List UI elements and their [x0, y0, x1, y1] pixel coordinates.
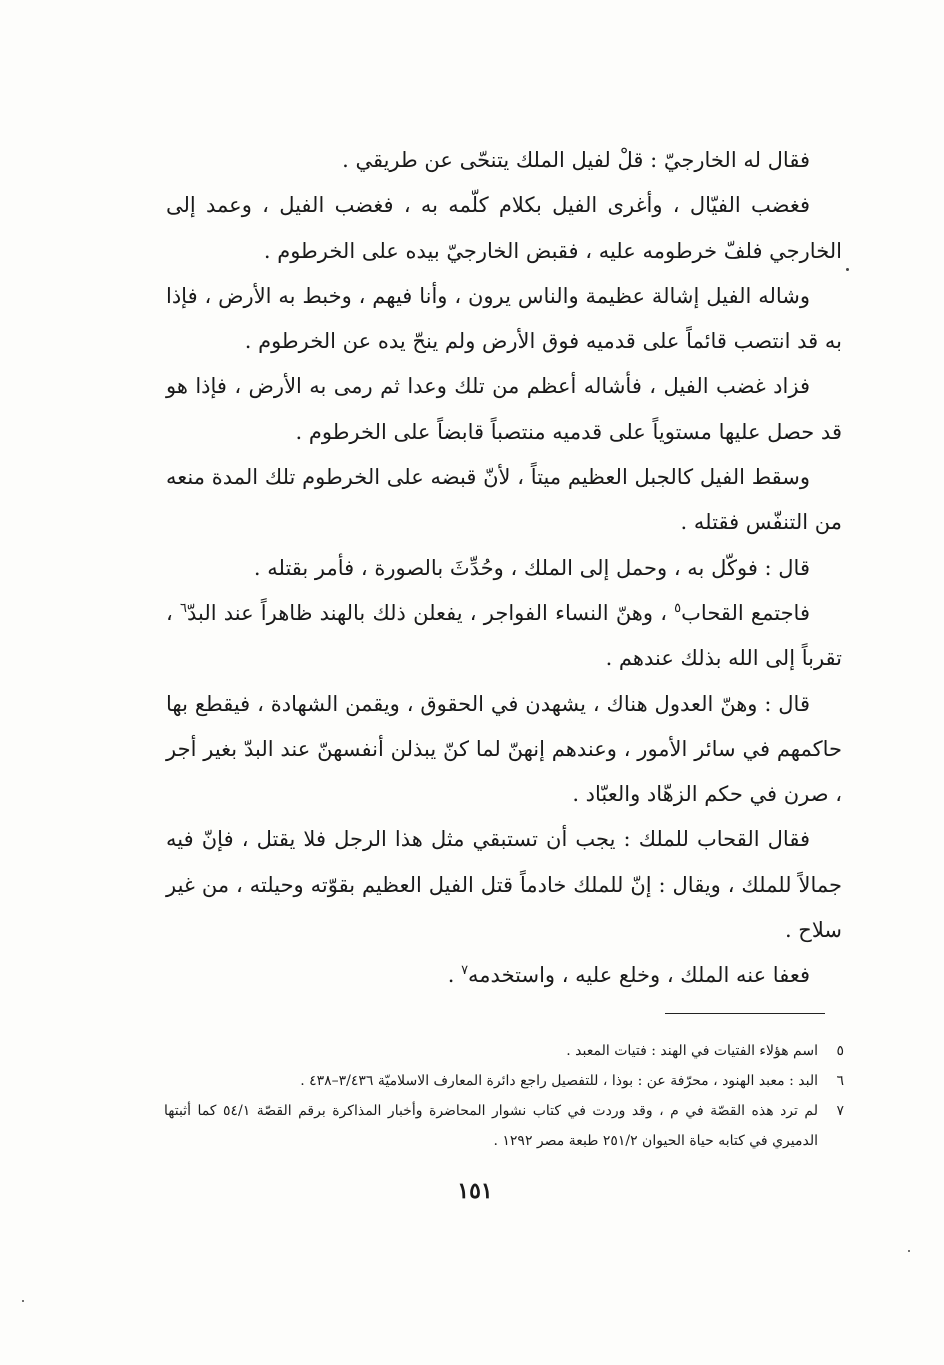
footnote-text: لم ترد هذه القصّة في م ، وقد وردت في كتاب نشوار المحاضرة وأخبار المذاكرة برقم القصّة ٥٤/١ كما أثبتها الدميري في كتابه حياة الحيوان ٢٥١/٢ طبعة مصر ١٢٩٢ .: [164, 1103, 818, 1149]
paragraph-1: [166, 138, 842, 183]
footnote-text: اسم هؤلاء الفتيات في الهند : فتيات المعبد .: [566, 1043, 818, 1059]
paragraph-text: ، وهنّ النساء الفواجر ، يفعلن ذلك بالهند ظاهراً عند البدّ: [186, 600, 675, 625]
paragraph-text: قال : وهنّ العدول هناك ، يشهدن في الحقوق ، ويقمن الشهادة ، فيقطع بها حاكمهم في سائر الأمور ، وعندهم إنهنّ لما كنّ يبذلن أنفسهنّ عند البدّ بغير أجر ، صرن في حكم الزهّاد والعبّاد .: [166, 691, 842, 807]
footnote-separator: [665, 1013, 825, 1014]
footnote-number: ٦: [836, 1073, 844, 1089]
paragraph-text: وسقط الفيل كالجبل العظيم ميتاً ، لأنّ قبضه على الخرطوم تلك المدة منعه من التنفّس فقتله .: [166, 465, 842, 535]
footnote-7: [164, 1096, 844, 1156]
footnote-ref-7[interactable]: ٧: [461, 963, 469, 979]
paragraph-7: [166, 591, 842, 682]
paragraph-text: قال : فوكّل به ، وحمل إلى الملك ، وحُدِّثَ بالصورة ، فأمر بقتله .: [253, 555, 810, 580]
footnote-text: البد : معبد الهنود ، محرّفة عن : بوذا ، للتفصيل راجع دائرة المعارف الاسلاميّة ٣/٤٣٦–٤٣٨ .: [300, 1073, 818, 1089]
paragraph-4: [166, 364, 842, 455]
paragraph-text: ، تقرباً إلى الله بذلك عندهم .: [166, 600, 842, 671]
footnote-6: [164, 1066, 844, 1096]
paragraph-text: فعفا عنه الملك ، وخلع عليه ، واستخدمه: [468, 963, 810, 988]
footnote-number: ٧: [836, 1103, 844, 1119]
paragraph-text: فقال له الخارجيّ : قلْ لفيل الملك يتنحّى عن طريقي .: [342, 148, 810, 172]
scan-speck: [846, 268, 849, 271]
paragraph-text: وشاله الفيل إشالة عظيمة والناس يرون ، وأنا فيهم ، وخبط به الأرض ، فإذا به قد انتصب قائماً على قدميه فوق الأرض ولم ينحّ يده عن الخرطوم .: [166, 283, 842, 354]
footnote-number: ٥: [836, 1043, 844, 1059]
scan-speck: [908, 1250, 910, 1252]
paragraph-text: فزاد غضب الفيل ، فأشاله أعظم من تلك وعدا ثم رمى به الأرض ، فإذا هو قد حصل عليها مستوياً على قدميه منتصباً قابضاً على الخرطوم .: [166, 374, 842, 444]
paragraph-9: [166, 817, 842, 953]
footnote-ref-6[interactable]: ٦: [179, 600, 187, 616]
paragraph-10: [166, 953, 842, 998]
paragraph-6: [166, 546, 842, 591]
paragraph-text: فقال القحاب للملك : يجب أن تستبقي مثل هذا الرجل فلا يقتل ، فإنّ فيه جمالاً للملك ، ويقال : إنّ للملك خادماً قتل الفيل العظيم بقوّته وحيلته ، من غير سلاح .: [166, 827, 842, 943]
footnote-5: [164, 1036, 844, 1066]
page-number: ١٥١: [457, 1178, 493, 1204]
footnotes: [164, 1036, 844, 1156]
paragraph-3: [166, 274, 842, 365]
paragraph-8: [166, 682, 842, 818]
footnote-ref-5[interactable]: ٥: [674, 600, 682, 616]
scan-speck: [22, 1300, 24, 1302]
paragraph-2: [166, 183, 842, 274]
main-text: [166, 138, 842, 999]
paragraph-5: [166, 455, 842, 546]
paragraph-text: فاجتمع القحاب: [681, 600, 810, 625]
paragraph-text: .: [447, 963, 462, 988]
paragraph-text: فغضب الفيّال ، وأغرى الفيل بكلام كلّمه به ، فغضب الفيل ، وعمد إلى الخارجي فلفّ خرطومه عليه ، فقبض الخارجيّ بيده على الخرطوم .: [166, 193, 842, 263]
